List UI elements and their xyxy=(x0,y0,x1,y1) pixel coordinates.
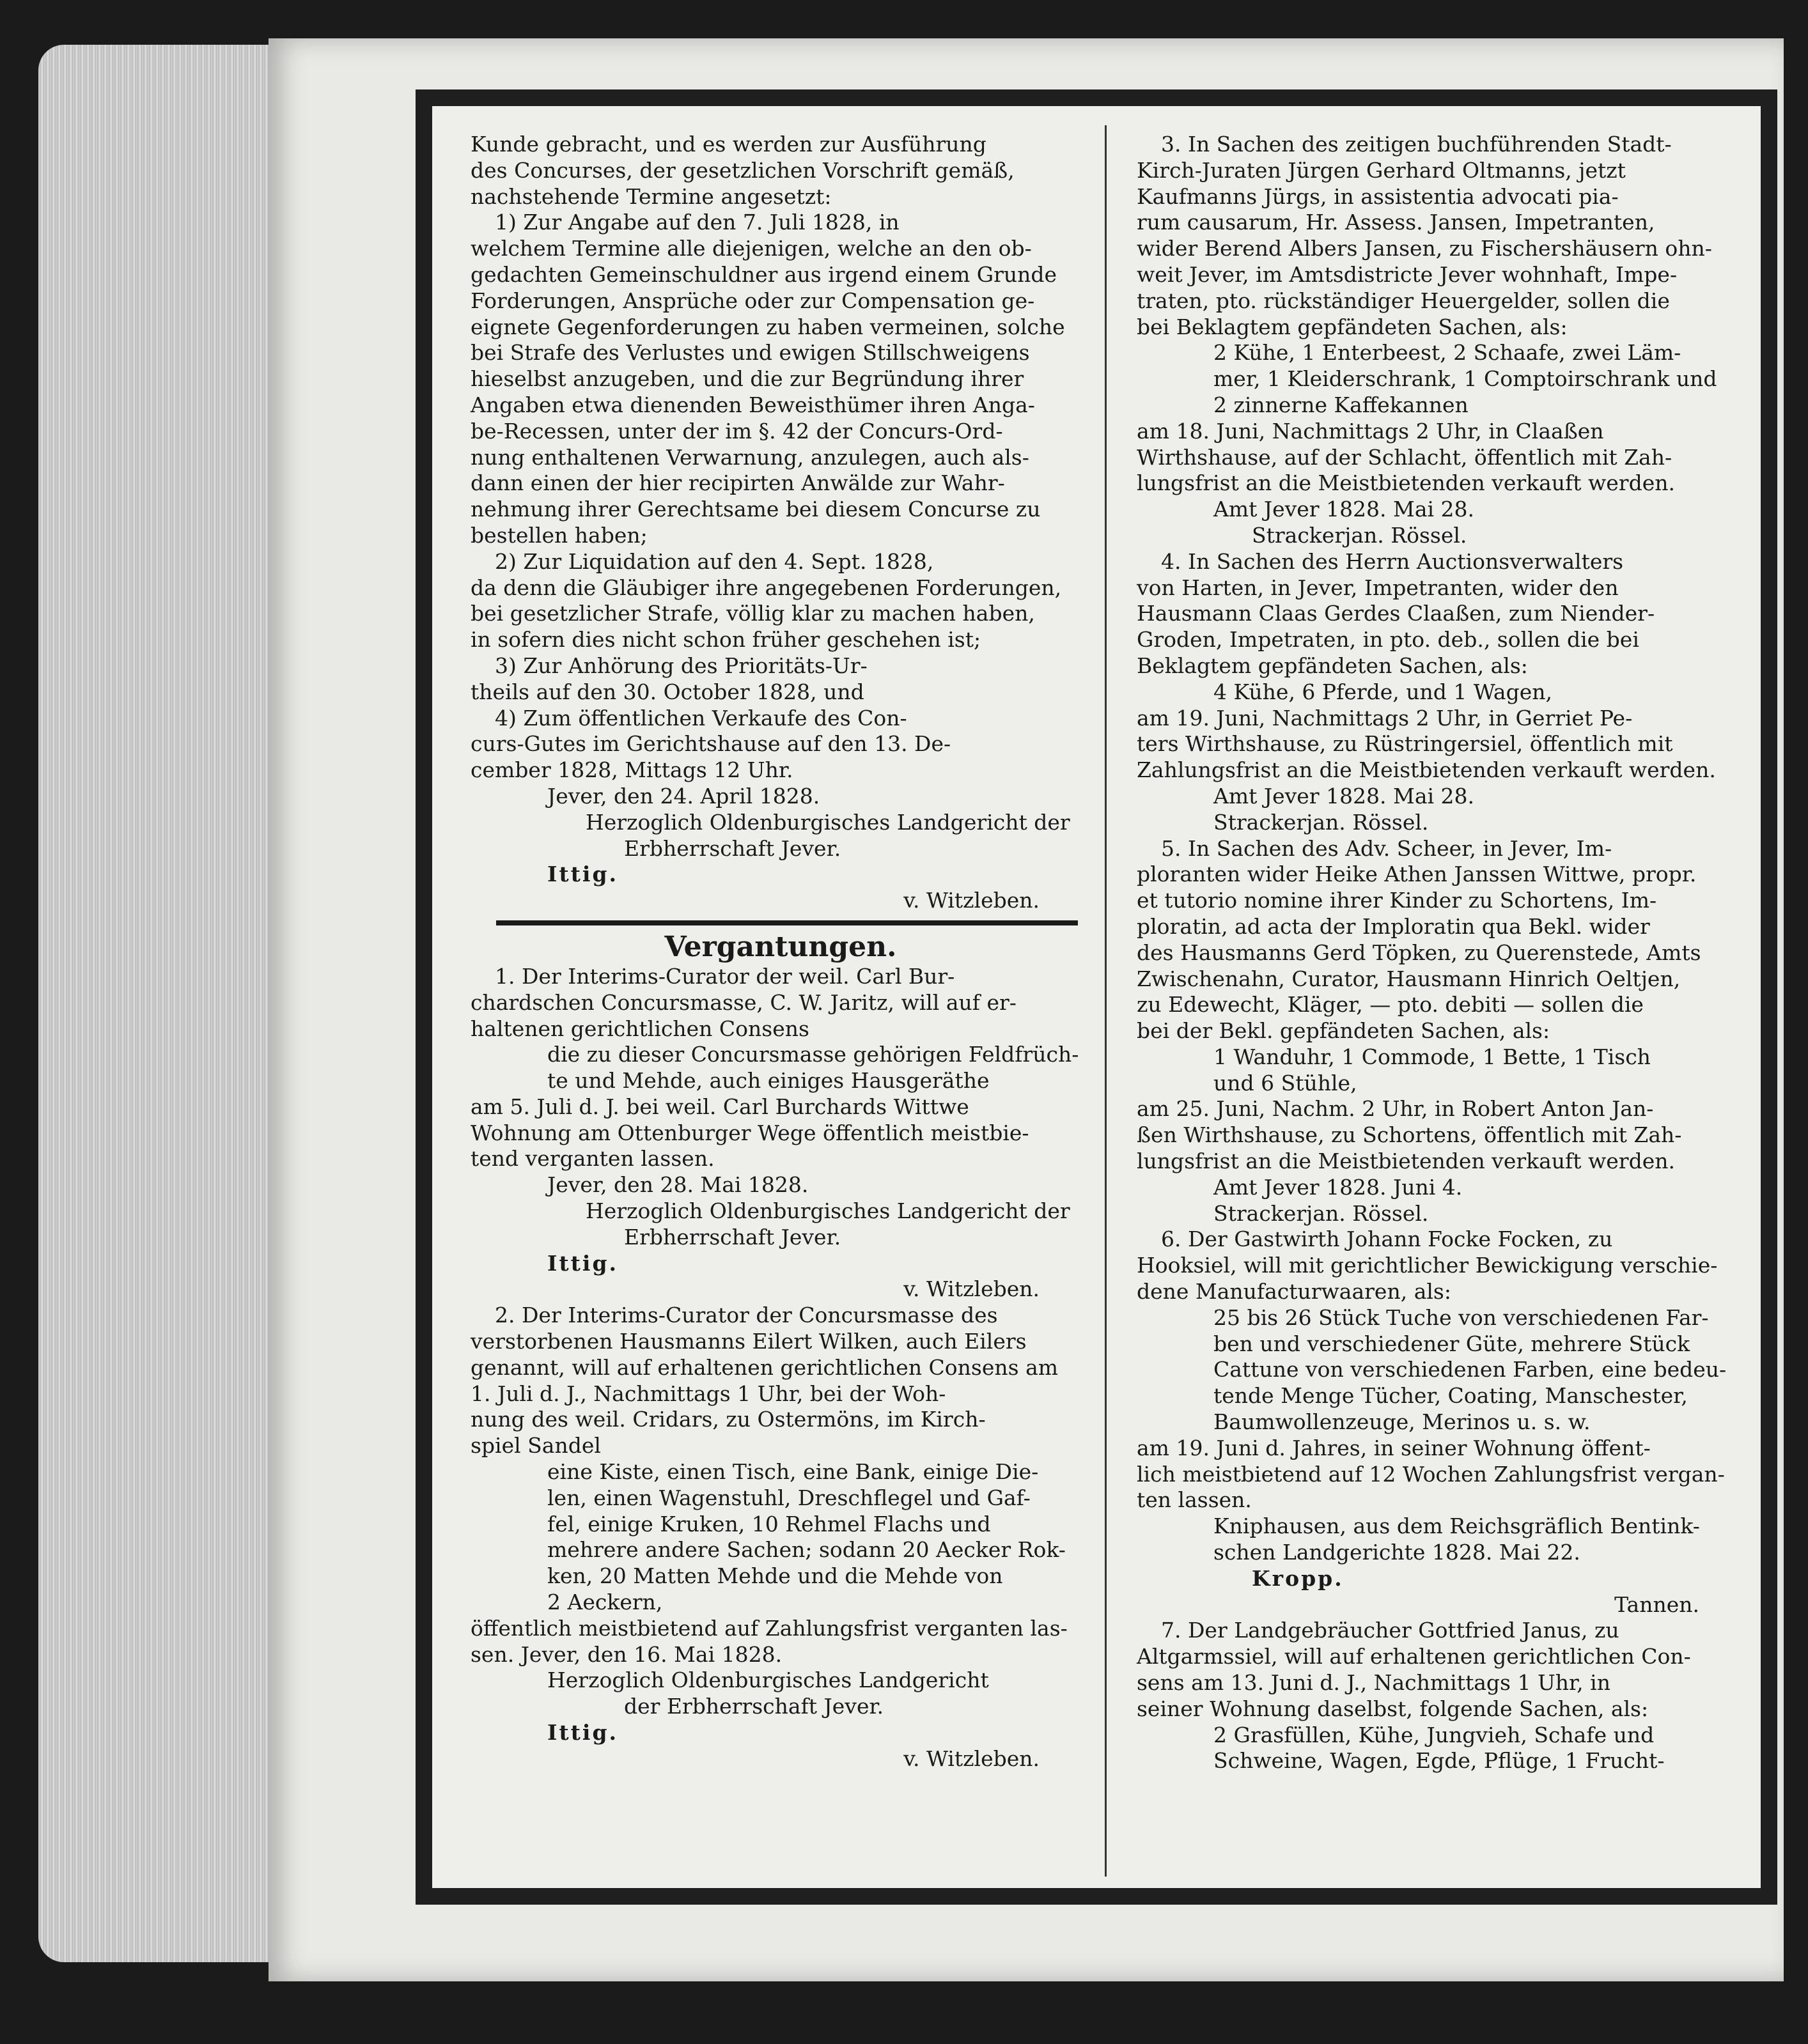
text-line: Altgarmssiel, will auf erhaltenen gerichtlichen Con- xyxy=(1137,1644,1691,1669)
text-line: des Hausmanns Gerd Töpken, zu Querenstede, Amts xyxy=(1137,940,1701,965)
text-line: Ittig. xyxy=(547,1720,619,1746)
text-line: 2 Kühe, 1 Enterbeest, 2 Schaafe, zwei Läm- xyxy=(1213,340,1681,366)
text-line: ploranten wider Heike Athen Janssen Wittwe, propr. xyxy=(1137,862,1697,887)
text-line: öffentlich meistbietend auf Zahlungsfrist verganten las- xyxy=(471,1615,1068,1641)
text-line: seiner Wohnung daselbst, folgende Sachen, als: xyxy=(1137,1696,1649,1721)
text-line: 5. In Sachen des Adv. Scheer, in Jever, Im- xyxy=(1161,835,1612,861)
text-line: v. Witzleben. xyxy=(903,1276,1040,1302)
text-line: Wirthshause, auf der Schlacht, öffentlich mit Zah- xyxy=(1137,444,1672,470)
text-line: Wohnung am Ottenburger Wege öffentlich meistbie- xyxy=(471,1120,1029,1145)
text-line: Hausmann Claas Gerdes Claaßen, zum Niender- xyxy=(1137,601,1655,626)
text-line: 1. Juli d. J., Nachmittags 1 Uhr, bei der Woh- xyxy=(471,1381,946,1406)
text-line: dann einen der hier recipirten Anwälde zur Wahr- xyxy=(471,470,1005,496)
text-line: 4 Kühe, 6 Pferde, und 1 Wagen, xyxy=(1213,679,1552,704)
text-line: nung enthaltenen Verwarnung, anzulegen, auch als- xyxy=(471,444,1029,470)
text-line: len, einen Wagenstuhl, Dreschflegel und Gaf- xyxy=(547,1485,1031,1510)
text-line: bestellen haben; xyxy=(471,522,648,548)
text-line: schen Landgerichte 1828. Mai 22. xyxy=(1213,1540,1580,1565)
text-line: Herzoglich Oldenburgisches Landgericht der xyxy=(586,809,1070,835)
column-divider xyxy=(1105,125,1107,1877)
text-line: tende Menge Tücher, Coating, Manschester, xyxy=(1213,1383,1688,1409)
text-line: chardschen Concursmasse, C. W. Jaritz, will auf er- xyxy=(471,989,1017,1015)
text-line: Erbherrschaft Jever. xyxy=(624,1224,841,1250)
text-line: 2. Der Interims-Curator der Concursmasse des xyxy=(495,1303,998,1328)
right-column xyxy=(1137,132,1750,1774)
text-line: fel, einige Kruken, 10 Rehmel Flachs und xyxy=(547,1511,991,1537)
text-line: und 6 Stühle, xyxy=(1213,1070,1357,1096)
text-line: Kaufmanns Jürgs, in assistentia advocati pia- xyxy=(1137,183,1619,209)
text-line: nung des weil. Cridars, zu Ostermöns, im Kirch- xyxy=(471,1407,986,1432)
text-line: et tutorio nomine ihrer Kinder zu Schortens, Im- xyxy=(1137,888,1657,913)
text-line: Amt Jever 1828. Mai 28. xyxy=(1213,497,1475,522)
text-line: genannt, will auf erhaltenen gerichtlichen Consens am xyxy=(471,1354,1059,1380)
text-line: Amt Jever 1828. Juni 4. xyxy=(1213,1174,1463,1200)
text-line: lich meistbietend auf 12 Wochen Zahlungsfrist vergan- xyxy=(1137,1461,1725,1487)
text-line: Ittig. xyxy=(547,862,619,887)
text-line: wider Berend Albers Jansen, zu Fischershäusern ohn- xyxy=(1137,236,1712,261)
text-line: 2 zinnerne Kaffekannen xyxy=(1213,392,1469,417)
text-line: Angaben etwa dienenden Beweisthümer ihren Anga- xyxy=(471,392,1035,417)
text-line: Strackerjan. Rössel. xyxy=(1252,522,1467,548)
text-line: 3) Zur Anhörung des Prioritäts-Ur- xyxy=(495,653,868,678)
text-line: bei gesetzlicher Strafe, völlig klar zu machen haben, xyxy=(471,601,1035,626)
text-line: gedachten Gemeinschuldner aus irgend einem Grunde xyxy=(471,261,1057,287)
text-line: eine Kiste, einen Tisch, eine Bank, einige Die- xyxy=(547,1459,1039,1485)
text-line: 2) Zur Liquidation auf den 4. Sept. 1828, xyxy=(495,548,934,574)
text-line: bei Beklagtem gepfändeten Sachen, als: xyxy=(1137,314,1568,339)
text-line: von Harten, in Jever, Impetranten, wider den xyxy=(1137,575,1619,600)
text-line: verstorbenen Hausmanns Eilert Wilken, auch Eilers xyxy=(471,1329,1027,1354)
text-line: ßen Wirthshause, zu Schortens, öffentlich mit Zah- xyxy=(1137,1122,1682,1148)
text-line: Erbherrschaft Jever. xyxy=(624,835,841,861)
text-line: welchem Termine alle diejenigen, welche an den ob- xyxy=(471,236,1032,261)
text-line: ben und verschiedener Güte, mehrere Stück xyxy=(1213,1331,1690,1356)
text-line: Forderungen, Ansprüche oder zur Compensation ge- xyxy=(471,288,1035,313)
text-line: Zwischenahn, Curator, Hausmann Hinrich Oeltjen, xyxy=(1137,966,1681,991)
text-line: 6. Der Gastwirth Johann Focke Focken, zu xyxy=(1161,1227,1613,1252)
text-line: te und Mehde, auch einiges Hausgeräthe xyxy=(547,1068,990,1094)
text-line: der Erbherrschaft Jever. xyxy=(624,1694,884,1719)
text-line: am 5. Juli d. J. bei weil. Carl Burchards Wittwe xyxy=(471,1094,969,1119)
text-line: Zahlungsfrist an die Meistbietenden verkauft werden. xyxy=(1137,757,1716,783)
text-line: haltenen gerichtlichen Consens xyxy=(471,1016,809,1041)
text-line: in sofern dies nicht schon früher geschehen ist; xyxy=(471,627,981,653)
text-line: ploratin, ad acta der Imploratin qua Bekl. wider xyxy=(1137,913,1650,939)
section-title: Vergantungen. xyxy=(664,930,897,963)
text-line: hieselbst anzugeben, und die zur Begründung ihrer xyxy=(471,366,1024,392)
text-line: bei der Bekl. gepfändeten Sachen, als: xyxy=(1137,1018,1550,1044)
text-line: Kunde gebracht, und es werden zur Ausführung xyxy=(471,132,986,157)
text-line: 2 Aeckern, xyxy=(547,1590,663,1615)
text-line: 1) Zur Angabe auf den 7. Juli 1828, in xyxy=(495,210,900,235)
text-line: eignete Gegenforderungen zu haben vermeinen, solche xyxy=(471,314,1065,339)
text-line: cember 1828, Mittags 12 Uhr. xyxy=(471,757,793,783)
text-line: da denn die Gläubiger ihre angegebenen Forderungen, xyxy=(471,575,1062,600)
auction-notices xyxy=(1137,132,1750,1774)
text-line: Jever, den 24. April 1828. xyxy=(547,783,820,809)
vergantungen-notices xyxy=(471,964,1091,1772)
text-line: lungsfrist an die Meistbietenden verkauft werden. xyxy=(1137,1149,1675,1174)
text-line: 3. In Sachen des zeitigen buchführenden Stadt- xyxy=(1161,132,1672,157)
section-rule xyxy=(496,920,1078,925)
text-line: 4. In Sachen des Herrn Auctionsverwalters xyxy=(1161,548,1624,574)
text-line: Kniphausen, aus dem Reichsgräflich Bentink- xyxy=(1213,1514,1700,1539)
text-line: nehmung ihrer Gerechtsame bei diesem Concurse zu xyxy=(471,497,1041,522)
text-line: dene Manufacturwaaren, als: xyxy=(1137,1279,1451,1305)
text-line: bei Strafe des Verlustes und ewigen Stillschweigens xyxy=(471,340,1030,366)
text-line: ters Wirthshause, zu Rüstringersiel, öffentlich mit xyxy=(1137,731,1673,757)
text-line: nachstehende Termine angesetzt: xyxy=(471,183,832,209)
text-line: Herzoglich Oldenburgisches Landgericht der xyxy=(586,1198,1070,1224)
text-line: 25 bis 26 Stück Tuche von verschiedenen Far- xyxy=(1213,1305,1709,1330)
text-line: 1. Der Interims-Curator der weil. Carl Bur- xyxy=(495,963,955,989)
text-line: Amt Jever 1828. Mai 28. xyxy=(1213,783,1475,809)
bordered-text-frame xyxy=(416,89,1777,1905)
text-line: mer, 1 Kleiderschrank, 1 Comptoirschrank und xyxy=(1213,366,1717,392)
text-line: am 19. Juni, Nachmittags 2 Uhr, in Gerriet Pe- xyxy=(1137,705,1633,731)
text-line: tend verganten lassen. xyxy=(471,1146,715,1172)
text-line: 7. Der Landgebräucher Gottfried Janus, zu xyxy=(1161,1618,1619,1643)
concurs-notice xyxy=(471,132,1091,914)
text-line: mehrere andere Sachen; sodann 20 Aecker Rok- xyxy=(547,1537,1066,1563)
text-line: 2 Grasfüllen, Kühe, Jungvieh, Schafe und xyxy=(1213,1722,1655,1747)
text-line: am 19. Juni d. Jahres, in seiner Wohnung öffent- xyxy=(1137,1435,1651,1460)
text-line: Baumwollenzeuge, Merinos u. s. w. xyxy=(1213,1409,1591,1435)
text-line: spiel Sandel xyxy=(471,1433,601,1459)
text-line: Kirch-Juraten Jürgen Gerhard Oltmanns, jetzt xyxy=(1137,157,1626,183)
text-line: am 25. Juni, Nachm. 2 Uhr, in Robert Anton Jan- xyxy=(1137,1096,1654,1122)
text-line: Herzoglich Oldenburgisches Landgericht xyxy=(547,1668,989,1693)
text-line: theils auf den 30. October 1828, und xyxy=(471,679,864,704)
text-line: traten, pto. rückständiger Heuergelder, sollen die xyxy=(1137,288,1670,313)
text-line: Schweine, Wagen, Egde, Pflüge, 1 Frucht- xyxy=(1213,1748,1665,1774)
text-line: Cattune von verschiedenen Farben, eine bedeu- xyxy=(1213,1357,1727,1382)
text-line: Strackerjan. Rössel. xyxy=(1213,1200,1429,1226)
text-line: Kropp. xyxy=(1252,1565,1344,1591)
text-line: Jever, den 28. Mai 1828. xyxy=(547,1172,809,1198)
book-page-edges xyxy=(38,45,281,1962)
text-line: Groden, Impetraten, in pto. deb., sollen die bei xyxy=(1137,627,1639,653)
text-line: sens am 13. Juni d. J., Nachmittags 1 Uhr, in xyxy=(1137,1670,1610,1696)
text-line: zu Edewecht, Kläger, — pto. debiti — sollen die xyxy=(1137,992,1644,1018)
text-line: weit Jever, im Amtsdistricte Jever wohnhaft, Impe- xyxy=(1137,261,1678,287)
text-line: rum causarum, Hr. Assess. Jansen, Impetranten, xyxy=(1137,210,1655,235)
text-line: sen. Jever, den 16. Mai 1828. xyxy=(471,1641,783,1667)
text-line: curs-Gutes im Gerichtshause auf den 13. De- xyxy=(471,731,951,757)
text-line: be-Recessen, unter der im §. 42 der Concurs-Ord- xyxy=(471,418,1003,444)
text-line: ken, 20 Matten Mehde und die Mehde von xyxy=(547,1563,1003,1589)
text-line: 1 Wanduhr, 1 Commode, 1 Bette, 1 Tisch xyxy=(1213,1044,1651,1069)
text-line: Ittig. xyxy=(547,1250,619,1276)
text-line: am 18. Juni, Nachmittags 2 Uhr, in Claaßen xyxy=(1137,418,1604,444)
text-line: 4) Zum öffentlichen Verkaufe des Con- xyxy=(495,705,907,731)
text-line: v. Witzleben. xyxy=(903,1746,1040,1771)
text-line: Beklagtem gepfändeten Sachen, als: xyxy=(1137,653,1528,678)
left-column xyxy=(471,132,1091,1772)
text-line: v. Witzleben. xyxy=(903,888,1040,913)
text-line: die zu dieser Concursmasse gehörigen Feldfrüch- xyxy=(547,1042,1079,1067)
text-line: Tannen. xyxy=(1614,1591,1699,1617)
text-line: des Concurses, der gesetzlichen Vorschrift gemäß, xyxy=(471,157,1015,183)
text-line: ten lassen. xyxy=(1137,1487,1252,1513)
text-line: lungsfrist an die Meistbietenden verkauft werden. xyxy=(1137,470,1675,496)
text-line: Hooksiel, will mit gerichtlicher Bewickigung verschie- xyxy=(1137,1253,1718,1278)
text-line: Strackerjan. Rössel. xyxy=(1213,809,1429,835)
